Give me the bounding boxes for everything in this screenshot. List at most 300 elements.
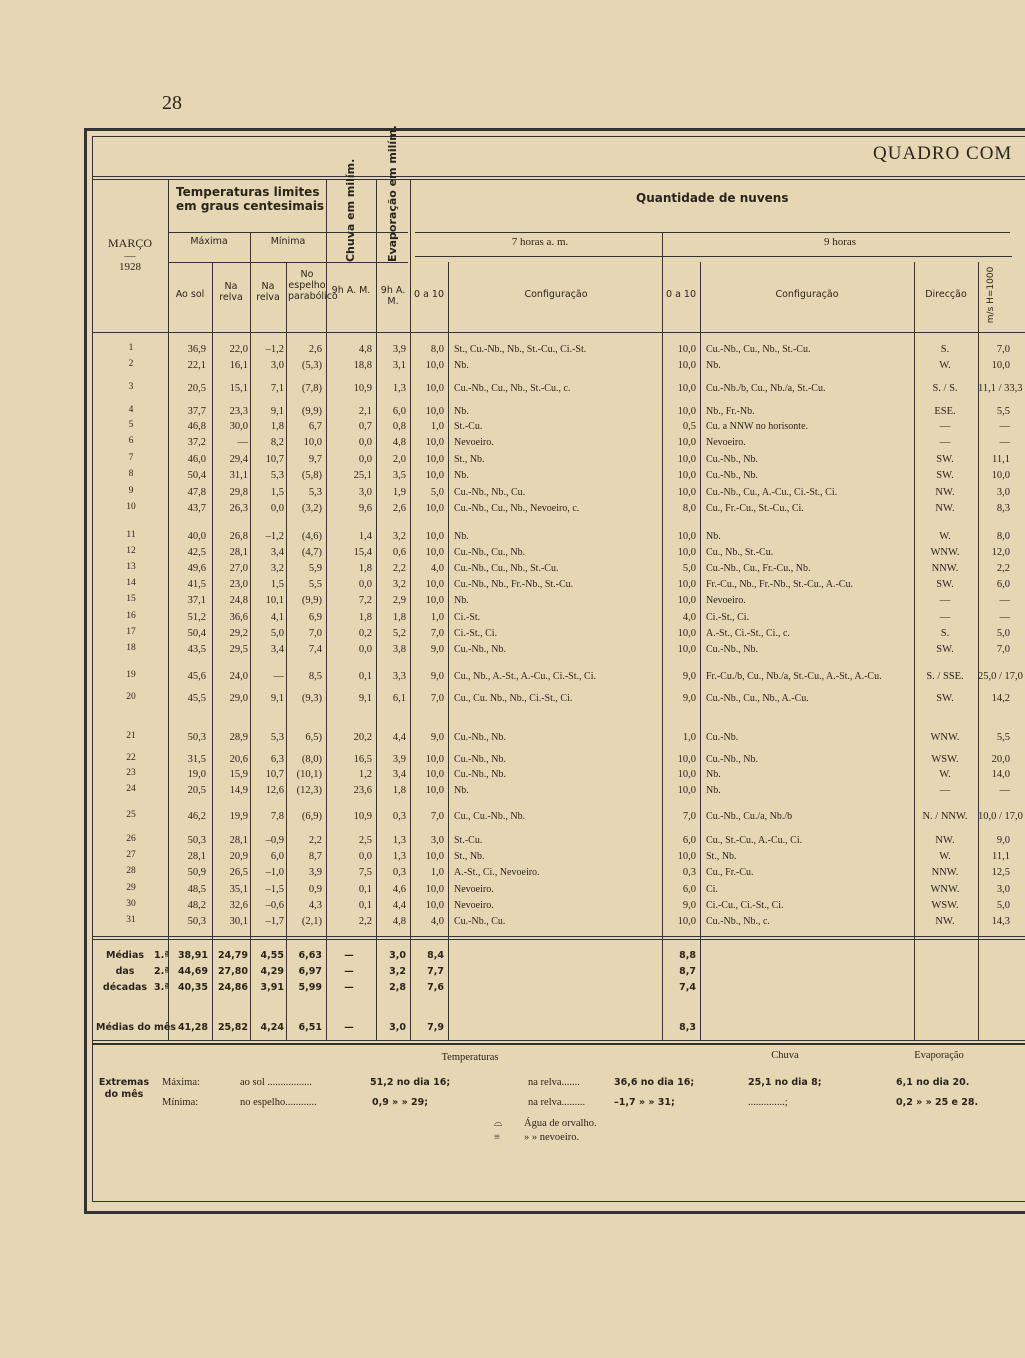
- table-cell: Cu.-Nb., Nb., Cu.: [454, 487, 526, 498]
- table-cell: 37,7: [187, 406, 206, 417]
- table-cell: WSW.: [931, 754, 959, 765]
- table-cell: 10,0 / 17,0: [978, 811, 1023, 822]
- table-cell: 3,2: [392, 579, 406, 590]
- table-cell: 10,0: [425, 769, 444, 780]
- table-cell: W.: [939, 531, 951, 542]
- config-header: Configuração: [524, 289, 588, 300]
- medias-mes-cell: 25,82: [217, 1022, 248, 1033]
- table-cell: 31,5: [187, 754, 206, 765]
- table-cell: 50,4: [187, 628, 206, 639]
- table-cell: 10,9: [353, 811, 372, 822]
- table-cell: 31,1: [229, 470, 248, 481]
- maxima-header: Máxima: [190, 236, 228, 247]
- table-cell: —: [999, 421, 1010, 432]
- table-cell: 5,0: [996, 628, 1010, 639]
- table-cell: A.-St., Ci., Nevoeiro.: [454, 867, 540, 878]
- medias-mes-cell: 8,3: [679, 1022, 696, 1033]
- table-cell: Cu., Cu. Nb., Nb., Ci.-St., Ci.: [454, 693, 573, 704]
- table-cell: 10,0: [303, 437, 322, 448]
- table-cell: 6,7: [308, 421, 322, 432]
- table-cell: 5,0: [996, 900, 1010, 911]
- table-cell: 16,1: [229, 360, 248, 371]
- table-cell: Cu.-Nb., Cu., A.-Cu., Ci.-St., Ci.: [706, 487, 838, 498]
- rule: [415, 256, 662, 257]
- h9-header: 9 horas: [823, 236, 857, 248]
- extremas-chuva-dots: ..............;: [748, 1097, 788, 1108]
- table-cell: 1,0: [430, 867, 444, 878]
- table-cell: 7,8: [270, 811, 284, 822]
- rule: [415, 232, 1010, 233]
- table-cell: 0,0: [358, 851, 372, 862]
- table-cell: 11,1: [992, 851, 1010, 862]
- table-cell: 10,0: [425, 884, 444, 895]
- table-cell: St., Nb.: [706, 851, 737, 862]
- rule: [168, 262, 408, 263]
- table-cell: 19,9: [229, 811, 248, 822]
- medias-cell: 7,6: [427, 982, 444, 993]
- medias-cell: 4,55: [260, 950, 284, 961]
- extremas-relva-max: na relva.......: [528, 1077, 580, 1088]
- table-cell: 0,2: [358, 628, 372, 639]
- table-cell: Cu., Cu.-Nb., Nb.: [454, 811, 526, 822]
- medias-mes-cell: 7,9: [427, 1022, 444, 1033]
- table-cell: 9,0: [682, 693, 696, 704]
- temps-header: Temperaturas limites em graus centesimais: [176, 185, 325, 213]
- table-cell: Nb.: [454, 595, 469, 606]
- rule: [92, 179, 1025, 180]
- rule: [92, 1043, 1025, 1045]
- table-cell: 48,5: [187, 884, 206, 895]
- table-cell: 4,0: [430, 563, 444, 574]
- col-rule: [448, 262, 449, 1041]
- chuva-header: Chuva em milím.: [343, 158, 357, 263]
- day-number: 28: [126, 866, 136, 876]
- table-cell: N. / NNW.: [922, 811, 968, 822]
- table-cell: Nevoeiro.: [454, 900, 494, 911]
- table-cell: Nb.: [706, 531, 721, 542]
- table-cell: Nb.: [454, 531, 469, 542]
- table-cell: 3,0: [996, 487, 1010, 498]
- table-cell: 4,1: [270, 612, 284, 623]
- extremas-ao-sol: ao sol .................: [240, 1077, 313, 1088]
- extremas-minima: Mínima:: [162, 1097, 199, 1108]
- table-cell: 12,6: [265, 785, 284, 796]
- table-cell: Cu.-Nb., Nb.: [706, 454, 758, 465]
- nevoeiro-legend: » » nevoeiro.: [524, 1132, 580, 1143]
- rule: [92, 176, 1025, 177]
- day-number: 11: [126, 530, 136, 540]
- table-cell: 1,8: [270, 421, 284, 432]
- table-cell: 11,1: [992, 454, 1010, 465]
- table-cell: Cu.-Nb., Nb.: [454, 644, 506, 655]
- table-cell: 9,0: [430, 644, 444, 655]
- table-cell: W.: [939, 851, 951, 862]
- table-cell: 27,0: [229, 563, 248, 574]
- table-cell: 2,9: [392, 595, 406, 606]
- table-cell: 10,0: [425, 595, 444, 606]
- table-cell: 3,1: [392, 360, 406, 371]
- table-cell: St.-Cu.: [454, 835, 483, 846]
- table-cell: 10,0: [677, 487, 696, 498]
- table-cell: Cu.-Nb., Cu., Nb., Nevoeiro, c.: [454, 503, 580, 514]
- month-dash: —: [124, 250, 136, 262]
- day-number: 20: [126, 692, 136, 702]
- table-cell: 40,0: [187, 531, 206, 542]
- medias-cell: 5,99: [298, 982, 322, 993]
- table-cell: 3,9: [308, 867, 322, 878]
- table-cell: 5,3: [270, 732, 284, 743]
- table-cell: 30,1: [229, 916, 248, 927]
- table-cell: SW.: [936, 693, 954, 704]
- extremas-ao-sol-val: 51,2 no dia 16;: [370, 1077, 451, 1088]
- table-cell: 10,0: [425, 900, 444, 911]
- table-cell: 10,0: [425, 383, 444, 394]
- table-cell: 10,0: [425, 406, 444, 417]
- table-cell: NW.: [935, 503, 955, 514]
- table-cell: –1,2: [265, 531, 284, 542]
- day-number: 3: [128, 382, 134, 392]
- table-cell: 42,5: [187, 547, 206, 558]
- table-cell: 10,0: [677, 644, 696, 655]
- table-cell: 5,5: [308, 579, 322, 590]
- day-number: 23: [126, 768, 136, 778]
- table-cell: 22,0: [229, 344, 248, 355]
- table-cell: 7,0: [996, 344, 1010, 355]
- table-cell: W.: [939, 769, 951, 780]
- page-number: 28: [162, 92, 182, 114]
- table-cell: 10,0: [677, 769, 696, 780]
- table-cell: 29,4: [229, 454, 248, 465]
- table-cell: 3,2: [270, 563, 284, 574]
- medias-mes-cell: —: [344, 1022, 354, 1033]
- table-cell: NW.: [935, 916, 955, 927]
- table-cell: 1,8: [358, 563, 372, 574]
- table-cell: 7,0: [682, 811, 696, 822]
- table-cell: 29,5: [229, 644, 248, 655]
- evap-header: Evaporação em milím.: [385, 125, 399, 263]
- table-cell: Cu., St.-Cu., A.-Cu., Ci.: [706, 835, 803, 846]
- table-cell: (6,9): [301, 811, 322, 822]
- hour9-evap: 9h A. M.: [380, 285, 406, 307]
- table-cell: 20,0: [991, 754, 1010, 765]
- table-cell: —: [273, 671, 284, 682]
- table-cell: 0,0: [358, 644, 372, 655]
- table-cell: Cu., Fr.-Cu.: [706, 867, 754, 878]
- table-cell: 10,0: [425, 503, 444, 514]
- table-cell: —: [939, 785, 951, 796]
- table-cell: 4,8: [392, 916, 406, 927]
- table-cell: 0,3: [392, 867, 406, 878]
- table-cell: 2,6: [308, 344, 322, 355]
- table-cell: Ci.-Cu., Ci.-St., Ci.: [706, 900, 784, 911]
- table-cell: 11,1 / 33,3: [978, 383, 1023, 394]
- day-number: 22: [126, 753, 136, 763]
- table-cell: 25,0 / 17,0: [978, 671, 1023, 682]
- table-cell: 8,5: [308, 671, 322, 682]
- table-cell: 1,9: [392, 487, 406, 498]
- table-cell: –0,9: [265, 835, 284, 846]
- oa10b-header: 0 a 10: [666, 289, 696, 300]
- table-cell: —: [237, 437, 248, 448]
- table-cell: 28,9: [229, 732, 248, 743]
- col-rule: [700, 262, 701, 1041]
- extremas-temps-header: Temperaturas: [441, 1052, 499, 1063]
- table-cell: (2,1): [301, 916, 322, 927]
- table-cell: 3,8: [392, 644, 406, 655]
- medias-label: Médias: [105, 950, 145, 961]
- orvalho-symbol-icon: ⌓: [494, 1118, 503, 1129]
- table-cell: SW.: [936, 470, 954, 481]
- table-cell: 9,0: [682, 671, 696, 682]
- extremas-evap-header: Evaporação: [914, 1050, 964, 1061]
- table-cell: 45,5: [187, 693, 206, 704]
- table-cell: 49,6: [187, 563, 206, 574]
- medias-cell: 3,0: [389, 950, 406, 961]
- medias-mes-cell: 3,0: [389, 1022, 406, 1033]
- table-cell: 0,0: [358, 454, 372, 465]
- table-cell: 10,0: [677, 595, 696, 606]
- table-cell: –1,2: [265, 344, 284, 355]
- table-cell: Nb.: [454, 406, 469, 417]
- medias-cell: 7,4: [679, 982, 696, 993]
- extremas-chuva-val: 25,1 no dia 8;: [748, 1077, 822, 1088]
- table-cell: 36,6: [229, 612, 248, 623]
- table-cell: 2,2: [358, 916, 372, 927]
- table-cell: (5,8): [301, 470, 322, 481]
- extremas-relva-max-val: 36,6 no dia 16;: [614, 1077, 695, 1088]
- table-cell: 0,1: [358, 671, 372, 682]
- table-cell: 5,0: [682, 563, 696, 574]
- table-cell: Cu.-Nb., Nb.: [706, 644, 758, 655]
- extremas-espelho-val: 0,9 » » 29;: [372, 1097, 429, 1108]
- table-cell: 7,0: [996, 644, 1010, 655]
- table-cell: 24,8: [229, 595, 248, 606]
- table-cell: 7,1: [270, 383, 284, 394]
- table-cell: St., Cu.-Nb., Nb., St.-Cu., Ci.-St.: [454, 344, 587, 355]
- table-cell: 9,0: [430, 732, 444, 743]
- table-cell: 8,0: [430, 344, 444, 355]
- table-cell: Nb.: [454, 470, 469, 481]
- table-cell: 5,3: [270, 470, 284, 481]
- table-cell: 10,0: [425, 579, 444, 590]
- table-cell: (8,0): [301, 754, 322, 765]
- table-cell: 5,2: [392, 628, 406, 639]
- table-cell: Fr.-Cu., Nb., Fr.-Nb., St.-Cu., A.-Cu.: [706, 579, 853, 590]
- table-cell: 10,0: [677, 470, 696, 481]
- table-cell: A.-St., Ci.-St., Ci., c.: [706, 628, 790, 639]
- medias-cell: 40,35: [177, 982, 208, 993]
- table-cell: 5,9: [308, 563, 322, 574]
- month-header: MARÇO: [107, 236, 152, 250]
- table-cell: 10,0: [425, 470, 444, 481]
- table-cell: WNW.: [930, 732, 960, 743]
- table-cell: 2,2: [392, 563, 406, 574]
- day-number: 6: [128, 436, 134, 446]
- day-number: 26: [126, 834, 136, 844]
- table-cell: 15,1: [229, 383, 248, 394]
- nuvens-header: Quantidade de nuvens: [636, 191, 789, 205]
- extremas-maxima: Máxima:: [162, 1077, 200, 1088]
- table-cell: ESE.: [934, 406, 956, 417]
- day-number: 10: [126, 502, 136, 512]
- h7-header: 7 horas a. m.: [511, 236, 569, 248]
- table-cell: 1,3: [392, 851, 406, 862]
- medias-cell: 6,97: [298, 966, 322, 977]
- table-cell: 29,2: [229, 628, 248, 639]
- table-cell: Nb.: [454, 360, 469, 371]
- table-cell: 6,1: [392, 693, 406, 704]
- table-cell: 1,8: [392, 612, 406, 623]
- table-cell: S. / S.: [932, 383, 958, 394]
- direccao-header: Direcção: [925, 289, 967, 300]
- table-cell: 12,5: [991, 867, 1010, 878]
- day-number: 15: [126, 594, 136, 604]
- table-cell: Cu.-Nb., Cu., Nb., St.-Cu., c.: [454, 383, 571, 394]
- table-cell: 8,2: [270, 437, 284, 448]
- day-number: 14: [126, 578, 136, 588]
- table-cell: 50,3: [187, 732, 206, 743]
- table-cell: 0,0: [358, 579, 372, 590]
- table-cell: Cu., Nb., A.-St., A.-Cu., Ci.-St., Ci.: [454, 671, 596, 682]
- table-cell: 10,0: [425, 754, 444, 765]
- table-cell: —: [939, 612, 951, 623]
- day-number: 4: [128, 405, 134, 415]
- table-cell: Ci.-St., Ci.: [706, 612, 750, 623]
- table-cell: 5,0: [430, 487, 444, 498]
- table-cell: 10,0: [677, 531, 696, 542]
- table-cell: Cu., Nb., St.-Cu.: [706, 547, 774, 558]
- table-cell: 10,0: [425, 851, 444, 862]
- table-cell: Cu.-Nb., Cu., Nb., A.-Cu.: [706, 693, 809, 704]
- table-cell: 0,1: [358, 900, 372, 911]
- table-cell: 29,0: [229, 693, 248, 704]
- table-cell: 1,0: [682, 732, 696, 743]
- extremas-label: Extremas do mês: [98, 1077, 150, 1100]
- espelho-header: No espelho parabólico: [288, 269, 338, 302]
- minima-header: Mínima: [270, 236, 306, 247]
- table-cell: 9,1: [270, 693, 284, 704]
- table-cell: W.: [939, 360, 951, 371]
- medias-cell: 4,29: [260, 966, 284, 977]
- table-cell: 35,1: [229, 884, 248, 895]
- day-number: 5: [128, 420, 134, 430]
- ms-header: m/s H=1000: [986, 266, 997, 324]
- table-cell: 20,5: [187, 383, 206, 394]
- table-cell: 1,3: [392, 835, 406, 846]
- table-cell: –0,6: [265, 900, 284, 911]
- medias-cell: 27,80: [217, 966, 248, 977]
- table-cell: St., Nb.: [454, 454, 485, 465]
- table-cell: 4,6: [392, 884, 406, 895]
- medias-cell: 8,4: [427, 950, 444, 961]
- table-cell: 14,3: [991, 916, 1010, 927]
- table-cell: —: [939, 421, 951, 432]
- medias-mes-cell: 6,51: [298, 1022, 322, 1033]
- medias-cell: 2,8: [389, 982, 406, 993]
- table-cell: 50,3: [187, 835, 206, 846]
- table-cell: 10,0: [677, 360, 696, 371]
- table-cell: Nb.: [706, 360, 721, 371]
- table-cell: 4,8: [392, 437, 406, 448]
- orvalho-legend: Água de orvalho.: [524, 1118, 597, 1129]
- day-number: 17: [126, 627, 136, 637]
- table-cell: (10,1): [296, 769, 322, 780]
- table-cell: 8,0: [996, 531, 1010, 542]
- table-cell: 7,2: [358, 595, 372, 606]
- table-cell: 2,0: [392, 454, 406, 465]
- table-cell: 23,0: [229, 579, 248, 590]
- table-cell: 6,3: [270, 754, 284, 765]
- table-cell: (9,9): [301, 406, 322, 417]
- table-cell: Fr.-Cu./b, Cu., Nb./a, St.-Cu., A.-St., A.-Cu.: [706, 671, 882, 682]
- table-cell: 6,0: [682, 884, 696, 895]
- medias-cell: —: [344, 966, 354, 977]
- day-number: 31: [126, 915, 136, 925]
- table-cell: Cu.-Nb., Nb.: [454, 732, 506, 743]
- table-cell: (3,2): [301, 503, 322, 514]
- table-cell: 10,0: [425, 360, 444, 371]
- table-cell: 1,2: [358, 769, 372, 780]
- table-cell: 3,5: [392, 470, 406, 481]
- extremas-evap-max: 6,1 no dia 20.: [896, 1077, 970, 1088]
- table-cell: 8,7: [308, 851, 322, 862]
- table-cell: Cu. a NNW no horisonte.: [706, 421, 809, 432]
- table-cell: 10,0: [425, 531, 444, 542]
- table-cell: 10,0: [677, 547, 696, 558]
- table-cell: NW.: [935, 487, 955, 498]
- table-cell: 36,9: [187, 344, 206, 355]
- table-cell: 7,0: [430, 811, 444, 822]
- table-cell: 26,5: [229, 867, 248, 878]
- table-cell: 48,2: [187, 900, 206, 911]
- table-cell: 3,2: [392, 531, 406, 542]
- table-cell: 14,2: [991, 693, 1010, 704]
- rule: [92, 332, 1025, 333]
- rule: [92, 936, 1025, 937]
- medias-cell: 24,86: [217, 982, 248, 993]
- table-cell: Cu.-Nb., Nb.: [706, 470, 758, 481]
- table-cell: Cu., Fr.-Cu., St.-Cu., Ci.: [706, 503, 804, 514]
- extremas-relva-min: na relva.........: [528, 1097, 586, 1108]
- table-cell: 20,5: [187, 785, 206, 796]
- table-cell: 1,8: [358, 612, 372, 623]
- table-cell: Cu.-Nb., Nb.: [454, 769, 506, 780]
- day-number: 13: [126, 562, 136, 572]
- config2-header: Configuração: [775, 289, 839, 300]
- medias-cell: 8,7: [679, 966, 696, 977]
- table-cell: Cu.-Nb., Cu., Nb., St.-Cu.: [454, 563, 559, 574]
- table-title: QUADRO COM: [873, 143, 1013, 164]
- table-cell: 3,0: [996, 884, 1010, 895]
- day-number: 16: [126, 611, 136, 621]
- table-cell: Cu.-Nb., Cu., Fr.-Cu., Nb.: [706, 563, 811, 574]
- table-cell: Cu.-Nb./b, Cu., Nb./a, St.-Cu.: [706, 383, 826, 394]
- medias-cell: 8,8: [679, 950, 696, 961]
- table-cell: (9,3): [301, 693, 322, 704]
- table-cell: 15,9: [229, 769, 248, 780]
- na-relva-header: Na relva: [219, 281, 243, 303]
- table-cell: –1,0: [265, 867, 284, 878]
- table-cell: Nevoeiro.: [454, 437, 494, 448]
- table-cell: 10,0: [677, 454, 696, 465]
- day-number: 8: [128, 469, 134, 479]
- table-cell: 6,9: [308, 612, 322, 623]
- table-cell: 5,5: [996, 406, 1010, 417]
- table-cell: 2,2: [996, 563, 1010, 574]
- medias-cell: 44,69: [177, 966, 208, 977]
- table-cell: 10,0: [677, 437, 696, 448]
- rule: [92, 1040, 1025, 1041]
